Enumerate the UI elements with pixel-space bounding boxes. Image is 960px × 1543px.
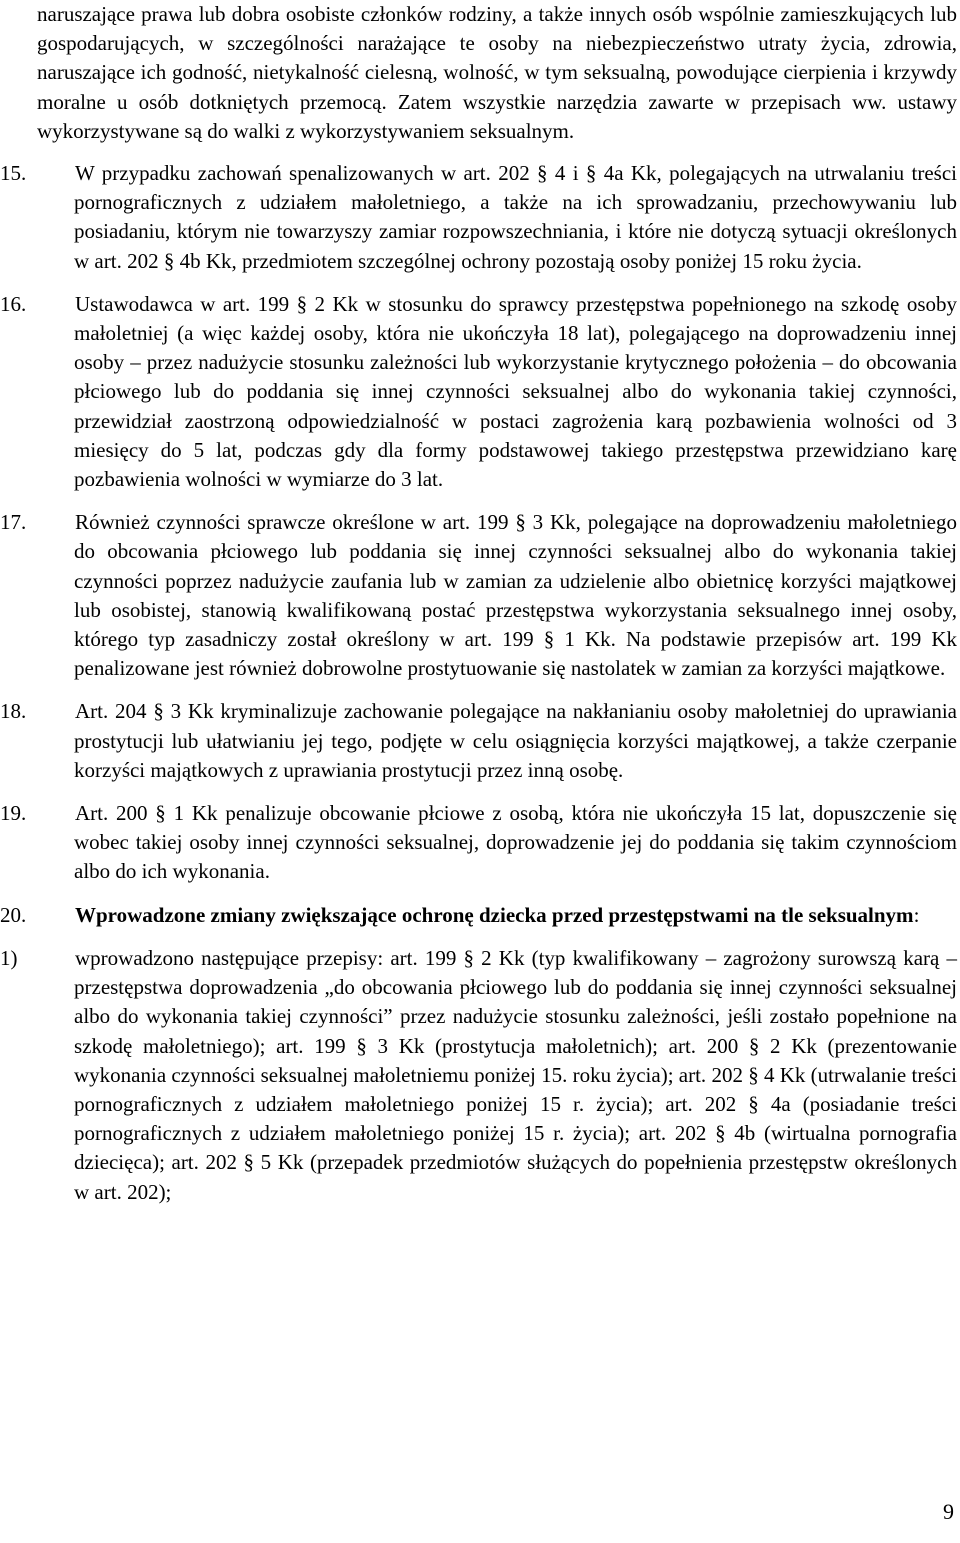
list-item-20 bbox=[0, 901, 957, 930]
list-item-16 bbox=[0, 290, 957, 494]
item-number: 18. bbox=[0, 699, 27, 724]
sub-item-number: 1) bbox=[0, 945, 18, 970]
sub-item-1 bbox=[0, 944, 957, 1207]
item-text: Art. 204 § 3 Kk kryminalizuje zachowanie polegające na nakłanianiu osoby małoletniej do uprawiania prostytucji lub ułatwianiu jej tego, podjęte w celu osiągnięcia korzyści majątkowej, a także czerpanie korzyści majątkowych z uprawiania prostytucji przez inną osobę. bbox=[74, 699, 957, 782]
list-item-17 bbox=[0, 508, 957, 683]
item-number: 16. bbox=[0, 291, 27, 316]
item-number: 20. bbox=[0, 902, 27, 927]
intro-paragraph: naruszające prawa lub dobra osobiste członków rodziny, a także innych osób wspólnie zamieszkujących lub gospodarujących, w szczególności narażające te osoby na niebezpieczeństwo utraty życia, zdrowia, naruszające ich godność, nietykalność cielesną, wolność, w tym seksualną, powodujące cierpienia i krzywdy moralne u osób dotkniętych przemocą. Zatem wszystkie narzędzia zawarte w przepisach ww. ustawy wykorzystywane są do walki z wykorzystywaniem seksualnym. bbox=[37, 2, 957, 143]
heading-colon: : bbox=[913, 902, 920, 927]
item-number: 15. bbox=[0, 161, 27, 186]
list-item-15 bbox=[0, 159, 957, 276]
page-number: 9 bbox=[943, 1499, 954, 1524]
item-text: Art. 200 § 1 Kk penalizuje obcowanie płciowe z osobą, która nie ukończyła 15 lat, dopuszczenie się wobec takiej osoby innej czynności seksualnej, doprowadzenie jej do poddania się takim czynnościom albo do ich wykonania. bbox=[74, 801, 957, 884]
item-number: 17. bbox=[0, 510, 27, 535]
item-text: Również czynności sprawcze określone w art. 199 § 3 Kk, polegające na doprowadzeniu małoletniego do obcowania płciowego lub poddania się innej czynności seksualnej albo do wykonania takiej czynności poprzez nadużycie zaufania lub w zamian za udzielenie albo obietnicę korzyści majątkowej lub osobistej, stanowią kwalifikowaną postać przestępstwa wykorzystania seksualnego innej osoby, którego typ zasadniczy został określony w art. 199 § 1 Kk. Na podstawie przepisów art. 199 Kk penalizowane jest również dobrowolne prostytuowanie się nastolatek w zamian za korzyści majątkowe. bbox=[74, 510, 957, 681]
section-heading: Wprowadzone zmiany zwiększające ochronę dziecka przed przestępstwami na tle seksualnym bbox=[75, 902, 914, 927]
item-text: W przypadku zachowań spenalizowanych w art. 202 § 4 i § 4a Kk, polegających na utrwalaniu treści pornograficznych z udziałem małoletniego, a także na ich sprowadzaniu, przechowywaniu lub posiadaniu, którym nie towarzyszy zamiar rozpowszechniania, i które nie dotyczą sytuacji określonych w art. 202 § 4b Kk, przedmiotem szczególnej ochrony pozostają osoby poniżej 15 roku życia. bbox=[74, 161, 957, 273]
list-item-18 bbox=[0, 697, 957, 785]
list-item-19 bbox=[0, 799, 957, 887]
item-number: 19. bbox=[0, 801, 27, 826]
sub-item-text: wprowadzono następujące przepisy: art. 199 § 2 Kk (typ kwalifikowany – zagrożony surowszą karą – przestępstwa doprowadzenia „do obcowania płciowego lub do poddania się innej czynności seksualnej albo do wykonania takiej czynności” przez nadużycie stosunku zależności, jeśli zostało popełnione na szkodę małoletniego); art. 199 § 3 Kk (prostytucja małoletnich); art. 200 § 2 Kk (prezentowanie wykonania czynności seksualnej małoletniemu poniżej 15. roku życia); art. 202 § 4 Kk (utrwalanie treści pornograficznych z udziałem małoletniego poniżej 15 r. życia); art. 202 § 4a (posiadanie treści pornograficznych z udziałem małoletniego poniżej 15 r. życia); art. 202 § 4b (wirtualna pornografia dziecięca); art. 202 § 5 Kk (przepadek przedmiotów służących do popełnienia przestępstw określonych w art. 202); bbox=[74, 945, 957, 1204]
item-text: Ustawodawca w art. 199 § 2 Kk w stosunku do sprawcy przestępstwa popełnionego na szkodę osoby małoletniej (a więc każdej osoby, która nie ukończyła 18 lat), polegającego na doprowadzeniu innej osoby – przez nadużycie stosunku zależności lub wykorzystanie krytycznego położenia – do obcowania płciowego lub do poddania się innej czynności seksualnej albo do wykonania takiej czynności, przewidział zaostrzoną odpowiedzialność w postaci zagrożenia karą pozbawienia wolności od 3 miesięcy do 5 lat, podczas gdy dla formy podstawowej takiego przestępstwa przewidziano karę pozbawienia wolności w wymiarze do 3 lat. bbox=[74, 291, 957, 492]
